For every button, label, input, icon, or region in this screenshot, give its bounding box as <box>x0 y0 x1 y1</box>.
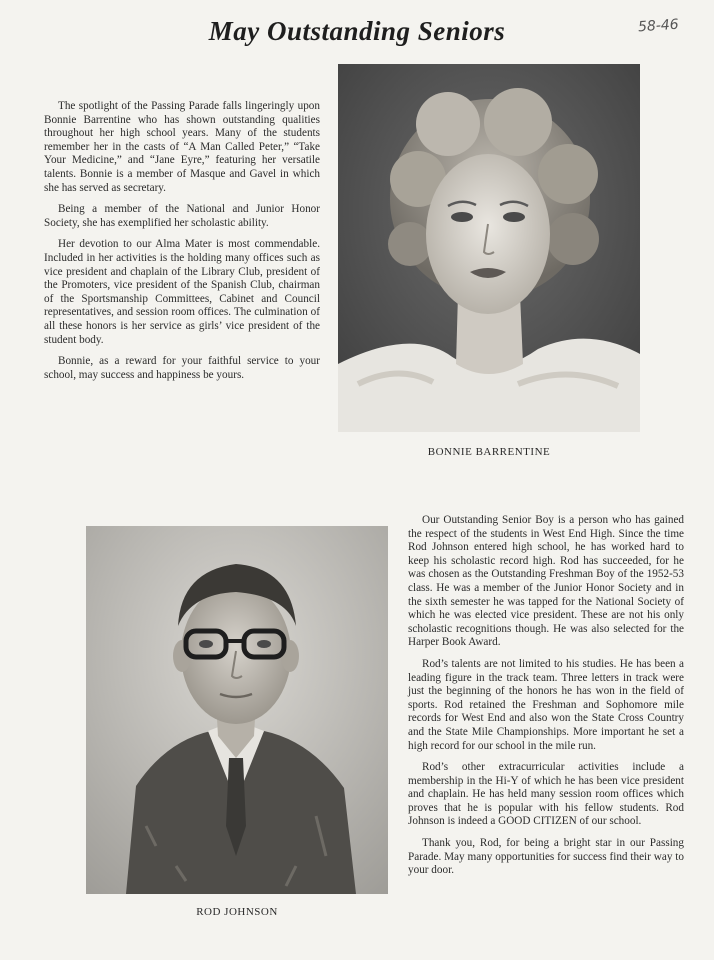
page-title: May Outstanding Seniors <box>208 16 506 46</box>
bonnie-paragraph: Her devotion to our Alma Mater is most commendable. Included in her activities is the holding many offices such as vice president and chaplain of the Library Club, president of the Promoters, vice president of the Spanish Club, chairman of the Sportsmanship Committees, Cabinet and Council representatives, and session room offices. The culmination of all these honors is her service as girls’ vice president of the student body. <box>44 238 320 346</box>
bonnie-article <box>44 100 320 390</box>
bonnie-paragraph: The spotlight of the Passing Parade falls lingeringly upon Bonnie Barrentine who has shown outstanding qualities throughout her high school years. Many of the students remember her in the casts of “A Man Called Peter,” “Take Your Medicine,” and “Jane Eyre,” featuring her versatile talents. Bonnie is a member of Masque and Gavel in which she has served as secretary. <box>44 100 320 194</box>
bonnie-paragraph: Being a member of the National and Junior Honor Society, she has exemplified her scholastic ability. <box>44 203 320 229</box>
rod-paragraph: Thank you, Rod, for being a bright star in our Passing Parade. May many opportunities for success find their way to your door. <box>408 837 684 877</box>
rod-paragraph: Our Outstanding Senior Boy is a person who has gained the respect of the students in West End High. Since the time Rod Johnson entered high school, he has worked hard to keep his scholastic record high. Rod has succeeded, for he was chosen as the Outstanding Freshman Boy of the 1952-53 class. He was a member of the Junior Honor Society and in the sixth semester he was tapped for the National Society of which he was elected vice president. These are not his only scholastic recognitions though. He was also selected for the Harper Book Award. <box>408 514 684 649</box>
rod-paragraph: Rod’s talents are not limited to his studies. He has been a leading figure in the track team. Three letters in track were just the beginning of the honors he has won in the field of sports. Rod retained the Freshman and Sophomore mile records for West End and also won the State Cross Country and the State Mile Championships. More important he set a high record for our school in the mile run. <box>408 657 684 752</box>
bonnie-portrait-photo <box>338 64 640 432</box>
bonnie-paragraph: Bonnie, as a reward for your faithful service to your school, may success and happiness be yours. <box>44 355 320 381</box>
rod-portrait-photo <box>86 526 388 894</box>
handwritten-page-mark: 58-46 <box>637 16 680 36</box>
rod-article <box>408 514 684 886</box>
rod-paragraph: Rod’s other extracurricular activities include a membership in the Hi-Y of which he has been vice president and chaplain. He has held many session room offices which proves that he is popular with his fellow students. Rod Johnson is indeed a GOOD CITIZEN of our school. <box>408 761 684 828</box>
bonnie-caption: BONNIE BARRENTINE <box>427 446 551 458</box>
rod-caption: ROD JOHNSON <box>196 906 278 918</box>
